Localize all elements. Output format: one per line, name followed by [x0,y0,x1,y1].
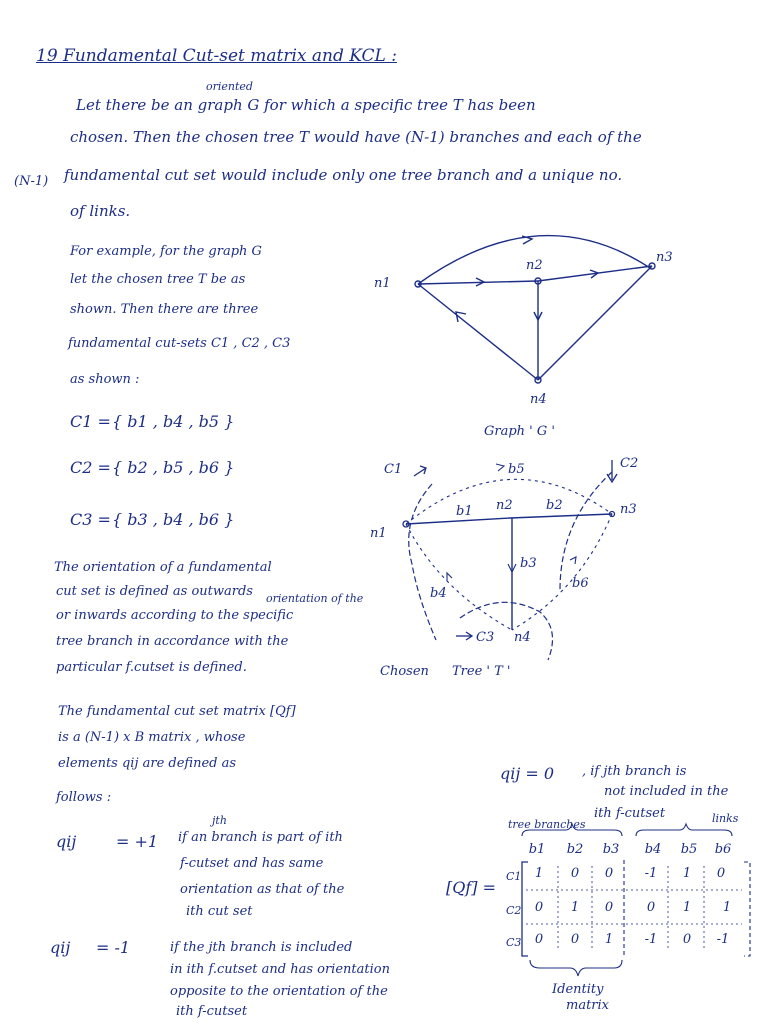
rule-plus-value: = +1 [116,832,159,851]
matrix-group-links: links [712,812,739,825]
intro-line-3: fundamental cut set would include only one tree branch and a unique no. [64,166,623,184]
matrix-col-b2: b2 [566,842,584,857]
cutset-c3-set: { b3 , b4 , b6 } [112,510,235,529]
cutset-c2-lhs: C2 = [70,458,111,477]
matrix-def-line-3: elements qij are defined as [58,756,237,771]
tree-label-b1: b1 [456,504,473,519]
matrix-cell-c1-b2: 0 [570,866,580,881]
graph-node-n4: n4 [530,392,547,407]
matrix-cell-c3-b2: 0 [570,932,580,947]
matrix-cell-c1-b5: 1 [682,866,692,881]
matrix-identity-label-2: matrix [566,998,610,1013]
matrix-col-b3: b3 [602,842,620,857]
matrix-cell-c1-b3: 0 [604,866,614,881]
matrix-col-b4: b4 [644,842,662,857]
matrix-cell-c1-b6: 0 [716,866,726,881]
intro-line-2: chosen. Then the chosen tree T would have (N-1) branches and each of the [70,128,642,146]
rule-zero-lhs: qij = 0 [500,764,555,783]
tree-label-b4: b4 [430,586,447,601]
tree-label-c1: C1 [384,462,403,477]
example-line-5: as shown : [70,372,140,387]
tree-label-c3: C3 [476,630,495,645]
matrix-row-label-c1: C1 [506,870,522,883]
example-line-3: shown. Then there are three [70,302,259,317]
rule-minus-lhs: qij [50,938,71,957]
matrix-def-line-4: follows : [56,790,112,805]
rule-plus-line-4: ith cut set [186,904,253,919]
matrix-identity-label-1: Identity [552,982,604,997]
matrix-cell-c2-b1: 0 [534,900,544,915]
rule-minus-line-3: opposite to the orientation of the [170,984,388,999]
matrix-def-line-2: is a (N-1) x B matrix , whose [58,730,246,745]
tree-node-n2: n2 [496,498,513,513]
matrix-cell-c3-b5: 0 [682,932,692,947]
matrix-symbol: [Qf] = [446,878,497,897]
tree-label-b5: b5 [508,462,525,477]
rule-plus-line-1: if an branch is part of ith [178,830,343,845]
matrix-cell-c2-b4: 0 [646,900,656,915]
rule-zero-line-2: not included in the [604,784,729,799]
example-line-1: For example, for the graph G [70,244,262,259]
rule-zero-line-1: , if jth branch is [582,764,687,779]
matrix-cell-c3-b3: 1 [604,932,614,947]
tree-caption-left: Chosen [380,664,429,679]
graph-node-n2: n2 [526,258,543,273]
tree-caption-right: Tree ' T ' [452,664,511,679]
graph-caption: Graph ' G ' [484,424,555,439]
matrix-row-label-c2: C2 [506,904,522,917]
tree-label-b3: b3 [520,556,537,571]
matrix-cell-c3-b1: 0 [534,932,544,947]
matrix-def-line-1: The fundamental cut set matrix [Qf] [58,704,296,719]
orientation-line-4: tree branch in accordance with the [56,634,289,649]
intro-line-4: of links. [70,202,131,220]
matrix-cell-c2-b2: 1 [570,900,580,915]
rule-minus-line-2: in ith f.cutset and has orientation [170,962,390,977]
tree-node-n1: n1 [370,526,387,541]
rule-minus-value: = -1 [96,938,131,957]
matrix-cell-c2-b5: 1 [682,900,692,915]
insert-word-oriented: oriented [206,80,253,93]
cutset-c1-lhs: C1 = [70,412,111,431]
matrix-col-b6: b6 [714,842,732,857]
orientation-line-2: cut set is defined as outwards [56,584,253,599]
orientation-insert: orientation of the [266,592,364,605]
rule-minus-line-4: ith f-cutset [176,1004,248,1019]
matrix-cell-c2-b6: 1 [722,900,732,915]
tree-label-b6: b6 [572,576,589,591]
cutset-c1-set: { b1 , b4 , b5 } [112,412,235,431]
matrix-group-tree: tree branches [508,818,586,831]
matrix-col-b5: b5 [680,842,698,857]
graph-node-n3: n3 [656,250,673,265]
rule-plus-line-2: f-cutset and has same [180,856,324,871]
cutset-c2-set: { b2 , b5 , b6 } [112,458,235,477]
graph-node-n1: n1 [374,276,391,291]
intro-line-3-prefix: (N-1) [14,174,49,189]
orientation-line-5: particular f.cutset is defined. [56,660,247,675]
orientation-line-3: or inwards according to the specific [56,608,294,623]
matrix-cell-c1-b1: 1 [534,866,544,881]
rule-minus-line-1: if the jth branch is included [170,940,353,955]
tree-label-c2: C2 [620,456,639,471]
matrix-cell-c3-b6: -1 [716,932,730,947]
rule-plus-insert: jth [212,814,227,827]
matrix-cell-c2-b3: 0 [604,900,614,915]
tree-node-n4: n4 [514,630,531,645]
matrix-col-b1: b1 [528,842,546,857]
tree-node-n3: n3 [620,502,637,517]
matrix-cell-c3-b4: -1 [644,932,658,947]
matrix-cell-c1-b4: -1 [644,866,658,881]
orientation-line-1: The orientation of a fundamental [54,560,272,575]
intro-line-1: Let there be an graph G for which a specific tree T has been [76,96,536,114]
cutset-c3-lhs: C3 = [70,510,111,529]
example-line-2: let the chosen tree T be as [70,272,246,287]
example-line-4: fundamental cut-sets C1 , C2 , C3 [68,336,291,351]
matrix-row-label-c3: C3 [506,936,522,949]
page-title: 19 Fundamental Cut-set matrix and KCL : [36,46,397,66]
rule-plus-lhs: qij [56,832,77,851]
rule-zero-line-3: ith f-cutset [594,806,666,821]
rule-plus-line-3: orientation as that of the [180,882,345,897]
tree-label-b2: b2 [546,498,563,513]
